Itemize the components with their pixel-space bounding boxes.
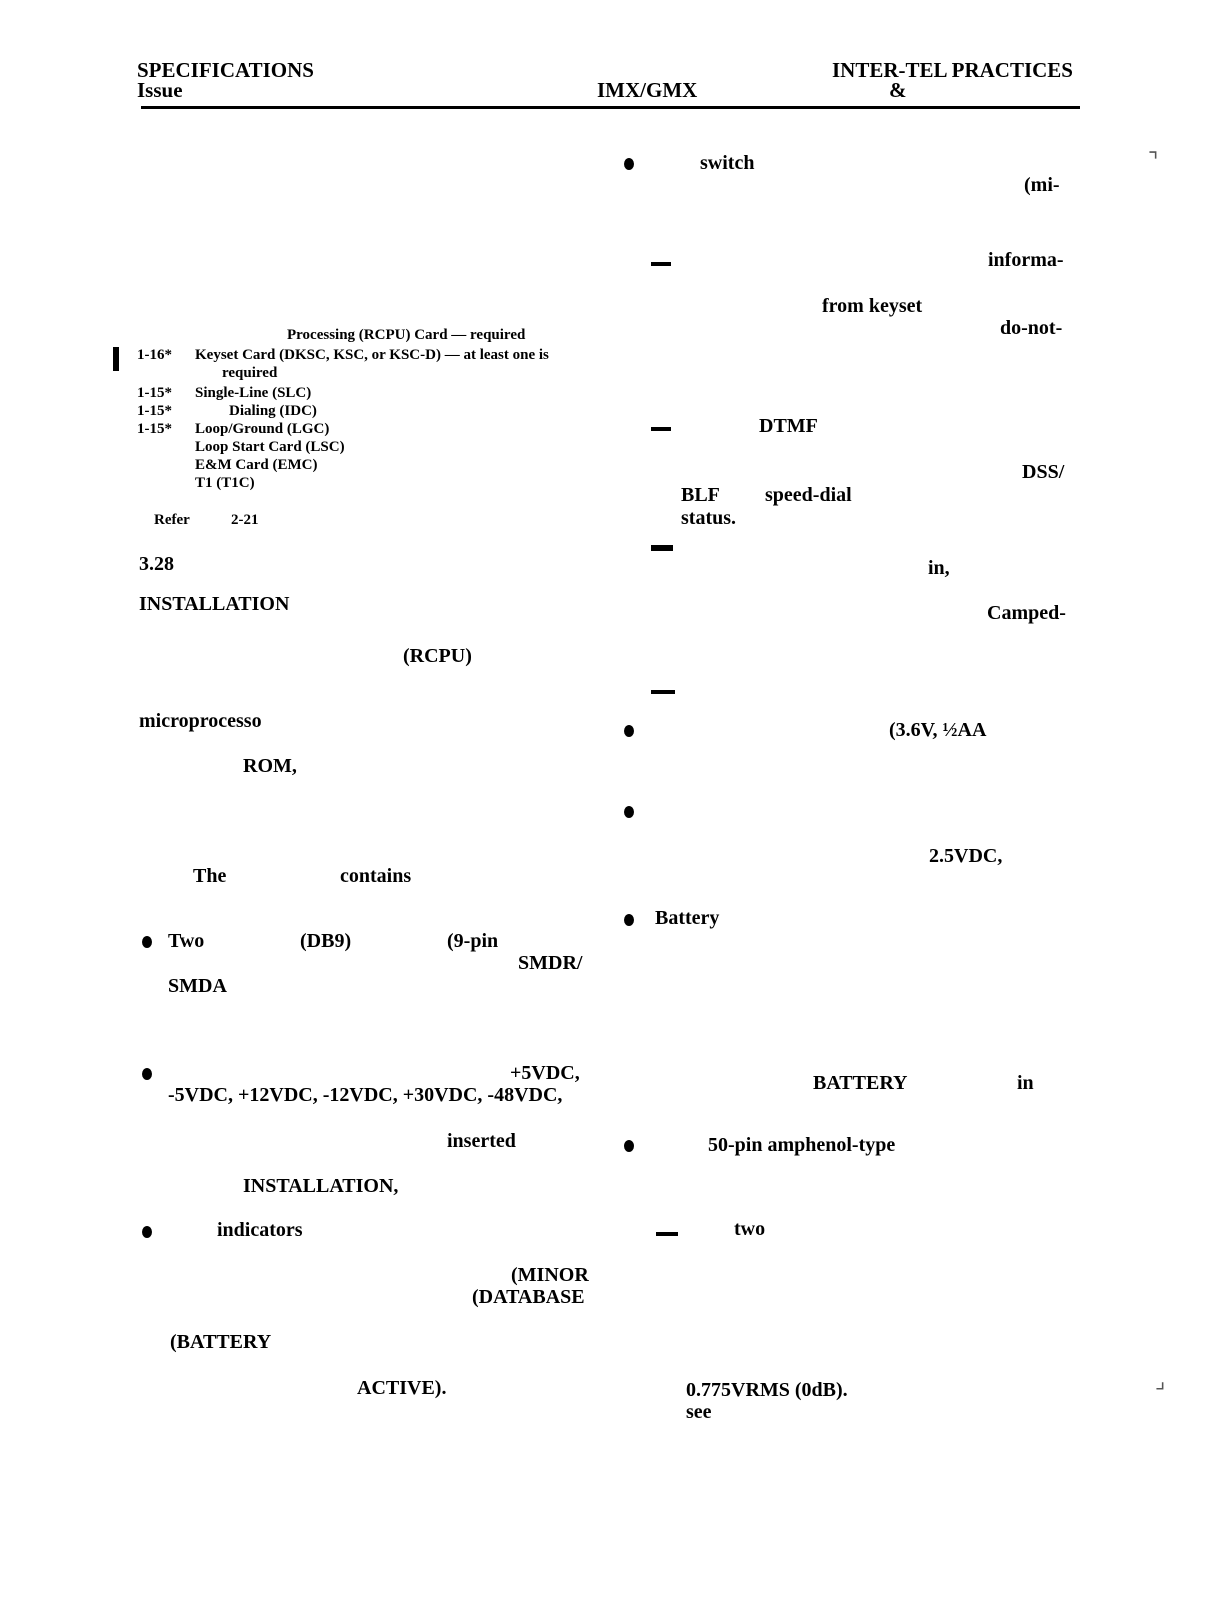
card-list-qty: 1-15* bbox=[137, 421, 172, 437]
refer-text: Refer bbox=[154, 512, 190, 528]
db9-text: (DB9) bbox=[300, 930, 352, 952]
smdr-text: SMDR/ bbox=[518, 952, 583, 974]
mi-text: (mi- bbox=[1024, 174, 1060, 196]
revision-bar-icon bbox=[113, 347, 119, 371]
nine-pin-text: (9-pin bbox=[447, 930, 499, 952]
dash-icon bbox=[656, 1232, 678, 1236]
from-keyset-text: from keyset bbox=[822, 295, 923, 317]
header-right-bottom: & bbox=[889, 78, 907, 102]
rcpu-text: (RCPU) bbox=[403, 645, 472, 667]
smda-text: SMDA bbox=[168, 975, 227, 997]
refer-page: 2-21 bbox=[231, 512, 259, 528]
card-list-item: Single-Line (SLC) bbox=[195, 385, 312, 401]
dash-icon bbox=[651, 427, 671, 431]
card-list-item: Loop/Ground (LGC) bbox=[195, 421, 330, 437]
in-text: in, bbox=[928, 557, 950, 579]
blf-text: BLF bbox=[681, 484, 720, 506]
bullet-icon bbox=[624, 806, 634, 818]
scan-mark: ⌟ bbox=[1155, 1368, 1166, 1393]
scan-mark: ⌝ bbox=[1148, 148, 1159, 173]
installation-heading: INSTALLATION bbox=[139, 593, 290, 615]
vrms-text: 0.775VRMS (0dB). bbox=[686, 1379, 848, 1401]
voltages-text: -5VDC, +12VDC, -12VDC, +30VDC, -48VDC, bbox=[168, 1084, 563, 1106]
rom-text: ROM, bbox=[243, 755, 297, 777]
header-left-bottom: Issue bbox=[137, 78, 183, 102]
amphenol-text: 50-pin amphenol-type bbox=[708, 1134, 896, 1156]
battery-paren-text: (BATTERY bbox=[170, 1331, 272, 1353]
bullet-icon bbox=[142, 1226, 152, 1238]
bullet-icon bbox=[624, 914, 634, 926]
battery-heading: Battery bbox=[655, 907, 720, 929]
see-text: see bbox=[686, 1401, 712, 1423]
bullet-icon bbox=[624, 158, 634, 170]
battery-spec-text: (3.6V, ½AA bbox=[889, 719, 987, 741]
the-text: The bbox=[193, 865, 227, 887]
do-not-text: do-not- bbox=[1000, 317, 1063, 339]
card-list-item: Dialing (IDC) bbox=[229, 403, 317, 419]
card-list-item: required bbox=[222, 365, 278, 381]
bullet-icon bbox=[624, 1140, 634, 1152]
bullet-icon bbox=[624, 725, 634, 737]
header-center: IMX/GMX bbox=[597, 78, 698, 102]
card-list-qty: 1-15* bbox=[137, 403, 172, 419]
microprocessor-text: microprocesso bbox=[139, 710, 262, 732]
database-text: (DATABASE bbox=[472, 1286, 585, 1308]
section-number: 3.28 bbox=[139, 553, 174, 575]
status-text: status. bbox=[681, 507, 737, 529]
dash-icon bbox=[651, 690, 675, 694]
indicators-text: indicators bbox=[217, 1219, 303, 1241]
battery-caps-text: BATTERY bbox=[813, 1072, 908, 1094]
two-lower-text: two bbox=[734, 1218, 766, 1240]
header-right-top: INTER-TEL PRACTICES bbox=[832, 58, 1073, 82]
card-list-qty: 1-15* bbox=[137, 385, 172, 401]
speed-dial-text: speed-dial bbox=[765, 484, 852, 506]
inserted-text: inserted bbox=[447, 1130, 516, 1152]
vdc-text: 2.5VDC, bbox=[929, 845, 1003, 867]
two-text: Two bbox=[168, 930, 205, 952]
camped-text: Camped- bbox=[987, 602, 1066, 624]
dtmf-text: DTMF bbox=[759, 415, 818, 437]
card-list-item: E&M Card (EMC) bbox=[195, 457, 318, 473]
dss-text: DSS/ bbox=[1022, 461, 1065, 483]
installation-text: INSTALLATION, bbox=[243, 1175, 399, 1197]
card-list-item: Loop Start Card (LSC) bbox=[195, 439, 345, 455]
card-list-item: Processing (RCPU) Card — required bbox=[287, 327, 526, 343]
header-rule bbox=[141, 106, 1080, 109]
switch-text: switch bbox=[700, 152, 755, 174]
header-left-top: SPECIFICATIONS bbox=[137, 58, 314, 82]
active-text: ACTIVE). bbox=[357, 1377, 447, 1399]
bullet-icon bbox=[142, 936, 152, 948]
dash-icon bbox=[651, 545, 673, 551]
in-text-2: in bbox=[1017, 1072, 1034, 1094]
card-list-item: Keyset Card (DKSC, KSC, or KSC-D) — at least one is bbox=[195, 347, 549, 363]
card-list-item: T1 (T1C) bbox=[195, 475, 255, 491]
bullet-icon bbox=[142, 1068, 152, 1080]
minor-text: (MINOR bbox=[511, 1264, 589, 1286]
dash-icon bbox=[651, 262, 671, 266]
informa-text: informa- bbox=[988, 249, 1064, 271]
contains-text: contains bbox=[340, 865, 412, 887]
card-list-qty: 1-16* bbox=[137, 347, 172, 363]
plus5-text: +5VDC, bbox=[510, 1062, 580, 1084]
